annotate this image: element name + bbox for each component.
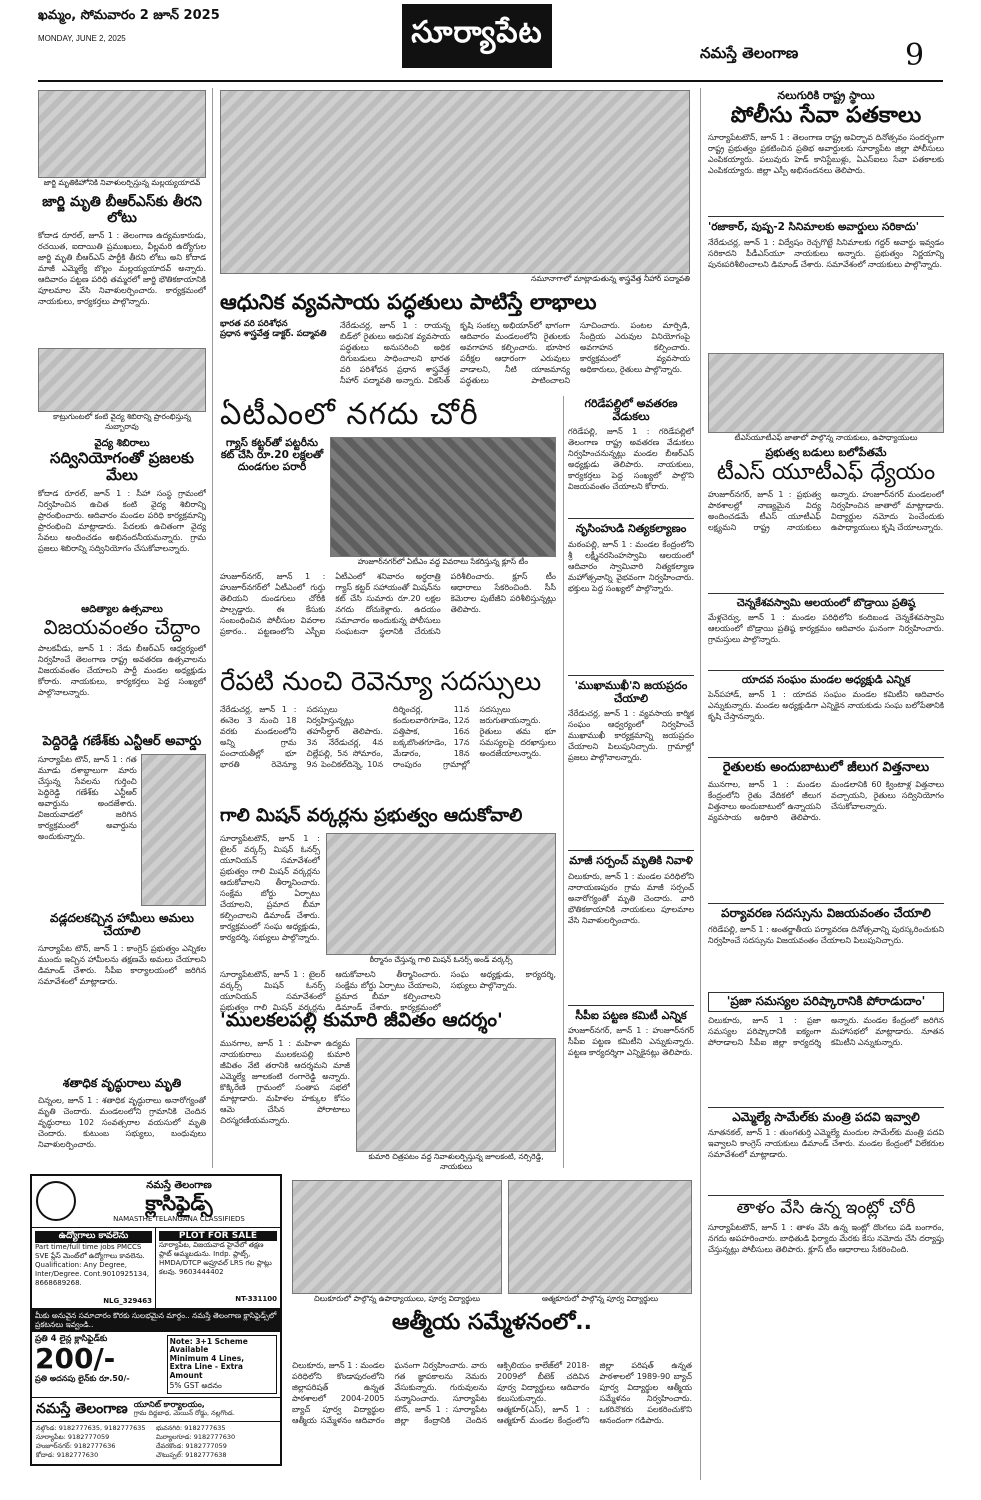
photo-caption: హుజూర్‌నగర్‌లో ఏటీఎం వద్ద వివరాలు సేకరిస్తున్న క్లూస్ టీం [357, 556, 529, 566]
ad-footer-address: గ్రామ దిద్దబాధ, మెయిన్ రోడ్డు, నల్లగొండ. [133, 1408, 235, 1417]
classifieds-ad [30, 1174, 282, 1466]
article-body: మునగాల, జూన్ 1 : మహిళా ఉద్యమ నాయకురాలు ములకలపల్లి కుమారి జీవితం నేటి తరానికి ఆదర్శమని మాజీ ఎమ్మెల్యే జూలకంటి రంగారెడ్డి అన్నారు. కొక్కిరేణి గ్రామంలో సంతాప సభలో మాట్లాడారు. మహిళల హక్కుల కోసం ఆమె చేసిన పోరాటాలు చిరస్మరణీయమన్నారు. [220, 1038, 350, 1125]
header-rule [38, 80, 943, 82]
article-body: గరిడేపల్లి, జూన్ 1 : అంతర్జాతీయ పర్యావరణ దినోత్సవాన్ని పురస్కరించుకుని నిర్వహించే సదస్సును విజయవంతం చేయాలని పిలుపునిచ్చారు. [708, 924, 944, 945]
ad-contact: కోదాడ: 9182777630 [36, 1450, 99, 1459]
article-body: సూర్యాపేట టౌన్, జూన్ 1 : కాంగ్రెస్ ప్రభుత్వం ఎన్నికల ముందు ఇచ్చిన హామీలను తక్షణమే అమలు చేయాలని డిమాండ్ చేశారు. సీపీఐ కార్యాలయంలో జరిగిన సమావేశంలో మాట్లాడారు. [38, 944, 206, 987]
photo-caption: ఆత్మకూరులో పాల్గొన్న పూర్వ విద్యార్థులు [541, 1294, 659, 1303]
article-body: నేరేడుచర్ల, జూన్ 1 : వ్యవసాయ కార్మిక సంఘం ఆధ్వర్యంలో నిర్వహించే ముఖాముఖీ కార్యక్రమాన్ని జయప్రదం చేయాలని పిలుపునిచ్చారు. గ్రామాల్లో ప్రజలు పాల్గొనాలన్నారు. [568, 709, 694, 763]
photo-caption: నమూనాగాలో మాట్లాడుతున్న శాస్త్రవేత్త నీహార్ పద్మావతి [530, 274, 690, 283]
ad-contact: చౌటుప్పల్: 9182777638 [156, 1450, 227, 1459]
article-body: గరిడేపల్లి, జూన్ 1 : గరిడేపల్లిలో తెలంగాణ రాష్ట్ర అవతరణ వేడుకలు నిర్వహించనున్నట్లు మండల బీఆర్ఎస్ అధ్యక్షుడు తెలిపారు. నాయకులు, కార్యకర్తలు పెద్ద సంఖ్యలో పాల్గొని విజయవంతం చేయాలని కోరారు. [568, 427, 694, 492]
kicker: ఆదిత్యాల ఉత్సవాలు [81, 604, 163, 616]
headline: జార్జి మృతి బీఆర్ఎస్‌కు తీరని లోటు [42, 194, 202, 227]
briefs-column [568, 398, 694, 1105]
article-body: కోదాడ రూరల్, జూన్ 1 : తెలంగాణ ఉద్యమకారుడు, రచయిత, ఐదాయితి ప్రముఖులు, వీల్లమరి ఉద్యోగుల జార్జి మృతి బీఆర్ఎస్ పార్టీకి తీరని లోటు అని కోదాడ మాజీ ఎమ్మెల్యే బొల్లం మల్లయ్యయాదవ్ అన్నారు. ఆదివారం పట్టణ పరిధి తమ్మరలో జార్జి భౌతికకాయానికి పూలమాల వేసి నివాళులర్పించారు. కార్యక్రమంలో నాయకులు, కార్యకర్తలు పాల్గొన్నారు. [38, 231, 206, 307]
headline: తాళం వేసి ఉన్న ఇంట్లో చోరీ [708, 1195, 944, 1219]
lead-story [220, 90, 690, 412]
ad-subtitle: NAMASTHE TELANGANA CLASSIFIEDS [113, 1214, 245, 1223]
ad-col-head: ఉద్యోగాలు కావలెను [35, 1231, 152, 1243]
ad-contact: సూర్యాపేట: 9182777059 [36, 1432, 110, 1441]
article-body: నేరేడుచర్ల, జూన్ 1 : ఈనెల 3 నుంచి 18 వరకు మండలంలోని అన్ని గ్రామ పంచాయతీల్లో భూ భారతి రెవెన్యూ సదస్సులు నిర్వహిస్తున్నట్లు తహసీల్దార్ తెలిపారు. 3న నేరేడుచర్ల, 4న చిల్లేపల్లి, 5న సోమారం, 9న పెంచికల్‌దిన్నె, 10న దిర్శించర్ల, 11న కందులవారిగూడెం, 12న పత్తిపాక, 16న బక్కబొంతగూడెం, 17న మేడారం, 18న రాంపురం గ్రామాల్లో సదస్సులు జరుగుతాయన్నారు. రైతులు తమ భూ సమస్యలపై దరఖాస్తులు అందజేయాలన్నారు. [220, 704, 556, 769]
column-divider [212, 88, 213, 1168]
ad-price: 200/- [35, 1342, 116, 1376]
article-body: హుజూర్‌నగర్, జూన్ 1 : ప్రభుత్వ పాఠశాలల్లో నాణ్యమైన విద్య అందించడమే టీఎస్ యూటీఎఫ్ లక్ష్యమని రాష్ట్ర నాయకులు అన్నారు. హుజూర్‌నగర్ మండలంలో నిర్వహించిన జాతాలో మాట్లాడారు. విద్యార్థుల నమోదు పెంచేందుకు ఉపాధ్యాయులు కృషి చేయాలన్నారు. [708, 489, 944, 532]
headline: 'ముఖాముఖీ'ని జయప్రదం చేయాలి [568, 675, 694, 705]
news-photo [326, 833, 556, 955]
headline: రైతులకు అందుబాటులో జీలుగ విత్తనాలు [708, 757, 944, 776]
page-number: 9 [905, 38, 925, 73]
article-body: మునగాల, జూన్ 1 : మండల కేంద్రంలోని రైతు వేదికలో జీలుగ విత్తనాలు అందుబాటులో ఉన్నాయని వ్యవసాయ అధికారి తెలిపారు. మండలానికి 60 క్వింటాళ్ల విత్తనాలు వచ్చాయని, రైతులు సద్వినియోగం చేసుకోవాలన్నారు. [708, 780, 944, 822]
kicker: వైద్య శిబిరాలు [94, 438, 150, 450]
byline: భారత వరి పరిశోధన [220, 319, 288, 330]
article-body: సూర్యాపేటటౌన్, జూన్ 1 : టైలర్ వర్కర్స్ మిషన్ ఓనర్స్ యూనియన్ సమావేశంలో ప్రభుత్వం గాలి మిషన్ వర్కర్లను ఆదుకోవాలని తీర్మానించారు. సంక్షేమ బోర్డు ఏర్పాటు చేయాలని, ప్రమాద బీమా కల్పించాలని డిమాండ్ చేశారు. కార్యక్రమంలో సంఘ అధ్యక్షుడు, కార్యదర్శి, సభ్యులు పాల్గొన్నారు. [220, 833, 320, 942]
ad-footer-brand: నమస్తే తెలంగాణ [36, 1401, 128, 1418]
headline: గాలి మిషన్ వర్కర్లను ప్రభుత్వం ఆదుకోవాలి [220, 805, 523, 826]
headline: శతాధిక వృద్ధురాలు మృతి [62, 1076, 182, 1091]
headline: రేపటి నుంచి రెవెన్యూ సదస్సులు [220, 667, 542, 697]
wind-story [220, 806, 556, 1027]
headline: చెన్నకేశవస్వామి ఆలయంలో బొడ్రాయి ప్రతిష్ఠ [708, 593, 944, 609]
ad-col-head: PLOT FOR SALE [159, 1231, 277, 1241]
atm-story [220, 398, 556, 683]
article-body: చిలుకూరు, జూన్ 1 : మండల పరిధిలోని కొండాపురంలోని జిల్లాపరిషత్ ఉన్నత పాఠశాలలో 2004-2005 బ్యాచ్ పూర్వ విద్యార్థుల ఆత్మీయ సమ్మేళనం ఆదివారం ఘనంగా నిర్వహించారు. వారు గత జ్ఞాపకాలను నెమరు వేసుకున్నారు. గురువులను సన్మానించారు. సూర్యాపేట టౌన్, జూన్ 1 : సూర్యాపేట జిల్లా కేంద్రానికి చెందిన ఆక్సిలియం కాలేజ్‌లో 2018-2009లో బీటెక్ చదివిన పూర్వ విద్యార్థులు ఆదివారం కలుసుకున్నారు. ఆత్మకూర్(ఎస్), జూన్ 1 : ఆత్మకూర్ మండల కేంద్రంలోని జిల్లా పరిషత్ ఉన్నత పాఠశాలలో 1989-90 బ్యాచ్ పూర్వ విద్యార్థుల ఆత్మీయ సమ్మేళనం నిర్వహించారు. ఒకరినొకరు పలకరించుకొని ఆనందంగా గడిపారు. [292, 1361, 692, 1425]
article-body: నేరేడుచర్ల, జూన్ 1 : రాయన్న బిడ్‌లో రైతులు ఆధునిక వ్యవసాయ పద్ధతులు అనుసరించి అధిక దిగుబడులు సాధించాలని భారత వరి పరిశోధన ప్రధాన శాస్త్రవేత్త నీహార్ పద్మావతి అన్నారు. వికసిత్ కృషి సంకల్ప అభియాన్‌లో భాగంగా ఆదివారం మండలంలోని రైతులకు అవగాహన కల్పించారు. భూసార పరీక్షల ఆధారంగా ఎరువులు వాడాలని, నీటి యాజమాన్య పద్ధతులు పాటించాలని సూచించారు. పంటల మార్పిడి, సేంద్రియ ఎరువుల వినియోగంపై అవగాహన కల్పించారు. కార్యక్రమంలో వ్యవసాయ అధికారులు, రైతులు పాల్గొన్నారు. [340, 321, 690, 386]
ad-price-line: ప్రతి 4 లైన్ల క్లాసిఫైడ్‌కు [35, 1333, 108, 1344]
article-body: సూర్యాపేటటౌన్, జూన్ 1 : తాళం వేసి ఉన్న ఇంట్లో దొంగలు పడి బంగారం, నగదు అపహరించారు. బాధితుడి ఫిర్యాదు మేరకు కేసు నమోదు చేసి దర్యాప్తు చేస్తున్నట్లు పోలీసులు తెలిపారు. క్లూస్ టీం ఆధారాలు సేకరించింది. [708, 1222, 944, 1254]
ad-col-body: సూర్యాపేట, విజయవాడ హైవేలో తక్షణ ప్లాట్ అమ్మబడును. Indp. ప్లాట్స్, HMDA/DTCP అప్రూవల్ LRS గల ప్లాట్లు కలవు. 9603444402 [159, 1240, 272, 1276]
headline: వడ్లదలకచ్చిన హామీలు అమలు చేయాలి [50, 910, 194, 939]
article-body: మేళ్లచెర్వు, జూన్ 1 : మండల పరిధిలోని కందిబండ చెన్నకేశవస్వామి ఆలయంలో బొడ్రాయి ప్రతిష్ఠ కార్యక్రమం ఆదివారం ఘనంగా నిర్వహించారు. గ్రామస్తులు పాల్గొన్నారు. [708, 613, 944, 644]
news-photo [330, 437, 556, 557]
headline: 'ప్రజా సమస్యల పరిష్కారానికి పోరాడుదాం' [708, 992, 944, 1012]
headline: ఎమ్మెల్యే సామేల్‌కు మంత్రి పదవి ఇవ్వాలి [708, 1107, 944, 1125]
article-body: చిలుకూరు, జూన్ 1 : మండల పరిధిలోని నారాయణపురం గ్రామ మాజీ సర్పంచ్ అనారోగ్యంతో మృతి చెందారు. వారి భౌతికకాయానికి నాయకులు పూలమాల వేసి నివాళులర్పించారు. [568, 871, 694, 925]
ad-note: Note: 3+1 Scheme Available [169, 1336, 248, 1355]
ad-title: క్లాసిఫైడ్స్ [145, 1190, 213, 1215]
ad-contact: భువనగిరి: 9182777635 [156, 1423, 226, 1432]
kicker: నలుగురికి రాష్ట్ర స్థాయి [777, 89, 875, 102]
ad-col-body: Part time/full time jobs PMCCS SVE ప్లేస్ మెంట్‌లో ఉద్యోగాలు కావలెను. Qualification: Any Degree, Inter/Degree. Cont.9010925134, 8668689268. [35, 1242, 150, 1287]
column-divider [563, 396, 564, 1168]
kumari-story [220, 1010, 556, 1172]
article-body: నూతనకల్, జూన్ 1 : తుంగతుర్తి ఎమ్మెల్యే మందుల సామేల్‌కు మంత్రి పదవి ఇవ్వాలని కాంగ్రెస్ నాయకులు డిమాండ్ చేశారు. మండల కేంద్రంలో విలేకరుల సమావేశంలో మాట్లాడారు. [708, 1128, 944, 1160]
article-body: సూర్యాపేటటౌన్, జూన్ 1 : టైలర్ వర్కర్స్ మిషన్ ఓనర్స్ యూనియన్ సమావేశంలో ప్రభుత్వం గాలి మిషన్ వర్కర్లను ఆదుకోవాలని తీర్మానించారు. సంక్షేమ బోర్డు ఏర్పాటు చేయాలని, ప్రమాద బీమా కల్పించాలని డిమాండ్ చేశారు. కార్యక్రమంలో సంఘ అధ్యక్షుడు, కార్యదర్శి, సభ్యులు పాల్గొన్నారు. [220, 969, 556, 1012]
ad-contact: మిర్యాలగూడ: 9182777630 [156, 1432, 236, 1441]
headline: సీపీఐ పట్టణ కమిటీ ఎన్నిక [568, 1005, 694, 1023]
photo-caption: టీఎస్‌యూటీఎఫ్ జాతాలో పాల్గొన్న నాయకులు, ఉపాధ్యాయులు [734, 433, 918, 442]
news-photo [141, 754, 206, 906]
paper-name: నమస్తే తెలంగాణ [700, 44, 799, 62]
bottom-story [292, 1180, 692, 1335]
ad-note: Minimum 4 Lines, [169, 1353, 245, 1363]
column-divider [700, 88, 701, 1480]
headline: ఏటీఎంలో నగదు చోరీ [220, 397, 479, 432]
ad-ref: NLG_329463 [103, 1296, 152, 1305]
headline: విజయవంతం చేద్దాం [43, 614, 201, 639]
headline: మాజీ సర్పంచ్ మృతికి నివాళి [568, 850, 694, 868]
headline: పెద్దిరెడ్డి గణేశ్‌కు ఎన్టీఆర్ అవార్డు [42, 733, 202, 749]
photo-caption: కుమారి చిత్రపటం వద్ద నివాళులర్పిస్తున్న జూలకంటి, నర్సిరెడ్డి, నాయకులు [368, 1151, 544, 1171]
article-body: పెన్‌పహాడ్, జూన్ 1 : యాదవ సంఘం మండల కమిటీని ఆదివారం ఎన్నుకున్నారు. మండల అధ్యక్షుడిగా ఎన్నికైన నాయకుడు సంఘ బలోపేతానికి కృషి చేస్తానన్నారు. [708, 690, 944, 722]
article-body: కోదాడ రూరల్, జూన్ 1 : సీహా సంస్థ గ్రామంలో నిర్వహించిన ఉచిత కంటి వైద్య శిబిరాన్ని ప్రారంభించారు. ఆదివారం మండల పరిధి కార్యక్రమాన్ని ప్రారంభించి మాట్లాడారు. పేదలకు ఉచితంగా వైద్య సేవలు అందించడం అభినందనీయమన్నారు. గ్రామ ప్రజలు శిబిరాన్ని సద్వినియోగం చేసుకోవాలన్నారు. [38, 489, 206, 554]
news-photo [38, 348, 206, 412]
news-photo [708, 353, 944, 433]
deck: గ్యాస్ కట్టర్‌తో పట్టరీను కట్ చేసి రూ.20 లక్షలతో దుండగుల పరారీ [220, 436, 324, 473]
ad-notice: మీకు అనువైన సమాచారం కొరకు సులభమైన మార్గం.. నమస్తే తెలంగాణ క్లాసిఫైడ్స్‌లో ప్రకటనలు ఇవ్వండి.. [32, 1308, 280, 1332]
article-body: మఠంపల్లి, జూన్ 1 : మండల కేంద్రంలోని శ్రీ లక్ష్మీనరసింహస్వామి ఆలయంలో ఆదివారం స్వామివారి నిత్యకల్యాణ మహోత్సవాన్ని వైభవంగా నిర్వహించారు. భక్తులు పెద్ద సంఖ్యలో పాల్గొన్నారు. [568, 539, 694, 593]
article-body: సూర్యాపేటటౌన్, జూన్ 1 : తెలంగాణ రాష్ట్ర అవిర్భావ దినోత్సవం సందర్భంగా రాష్ట్ర ప్రభుత్వం ప్రకటించిన ప్రతిభ అవార్డులకు సూర్యాపేట జిల్లా పోలీసులు ఎంపికయ్యారు. పలువురు హెడ్ కానిస్టేబుళ్లు, ఏఎస్ఐలు సేవా పతకాలకు ఎంపికయ్యారు. జిల్లా ఎస్పీ అభినందనలు తెలిపారు. [708, 132, 944, 175]
headline: 'ములకలపల్లి కుమారి జీవితం ఆదర్శం' [220, 1009, 503, 1031]
article-body: నేరేడుచర్ల, జూన్ 1 : విద్వేషం రెచ్చగొట్టే సినిమాలకు గద్దర్ అవార్డు ఇవ్వడం సరికాదని పీడీఎస్‌యూ నాయకులు అన్నారు. ప్రభుత్వం నిర్ణయాన్ని పునఃపరిశీలించాలని డిమాండ్ చేశారు. సమావేశంలో నాయకులు పాల్గొన్నారు. [708, 238, 944, 269]
left-column [38, 90, 206, 1175]
header-dateline: ఖమ్మం, సోమవారం 2 జూన్ 2025 [38, 8, 220, 23]
revenue-story [220, 668, 556, 814]
news-photo [508, 1180, 692, 1294]
header-date-en: MONDAY, JUNE 2, 2025 [38, 34, 126, 43]
ad-contact: నల్గొండ: 9182777635, 9182777635 [36, 1423, 146, 1432]
section-masthead: సూర్యాపేట [402, 4, 552, 68]
photo-caption: జార్జి మృతికిహోనికి నివాళులర్పిస్తున్న మల్లయ్యయాదవ్ [43, 178, 201, 187]
article-body: సూర్యాపేట టౌన్, జూన్ 1 : గత మూడు దశాబ్దాలుగా మారు చేస్తున్న సేవలను గుర్తించి పెద్దిరెడ్డి గణేశ్‌కు ఎన్టీఆర్ అవార్డును అందజేశారు. విజయవాడలో జరిగిన కార్యక్రమంలో అవార్డును అందుకున్నారు. [38, 754, 137, 841]
headline: పర్యావరణ సదస్సును విజయవంతం చేయాలి [708, 903, 944, 921]
article-body: పాలకవీడు, జూన్ 1 : నేడు బీఆర్ఎస్ ఆధ్వర్యంలో నిర్వహించే తెలంగాణ రాష్ట్ర అవతరణ ఉత్సవాలను విజయవంతం చేయాలని పార్టీ మండల అధ్యక్షుడు కోరారు. నాయకులు, కార్యకర్తలు పెద్ద సంఖ్యలో పాల్గొనాలన్నారు. [38, 643, 206, 697]
photo-caption: కాట్రుగుంటలో కంటి వైద్య శిబిరాన్ని ప్రారంభిస్తున్న నుబ్బారావు [53, 412, 191, 432]
headline: గరిడేపల్లిలో అవతరణ వేడుకలు [584, 397, 678, 423]
ad-footer-office: యూనిట్ కార్యాలయం, [133, 1399, 205, 1409]
ad-contacts [32, 1421, 280, 1462]
byline: ప్రధాన శాస్త్రవేత్త డాక్టర్. పద్మావతి [220, 328, 327, 339]
article-body: హుజూర్‌నగర్, జూన్ 1 : హుజూర్‌నగర్ సీపీఐ పట్టణ కమిటీని ఎన్నుకున్నారు. పట్టణ కార్యదర్శిగా ఎన్నికైనట్లు తెలిపారు. [568, 1026, 694, 1058]
headline: యాదవ సంఘం మండల అధ్యక్షుడి ఎన్నిక [708, 670, 944, 686]
photo-caption: చిలుకూరులో పాల్గొన్న ఉపాధ్యాయులు, పూర్వ విద్యార్థులు [313, 1294, 481, 1303]
news-photo [220, 90, 690, 274]
article-body: చిలుకూరు, జూన్ 1 : ప్రజా సమస్యల పరిష్కారానికి ఐక్యంగా పోరాడాలని సీపీఐ జిల్లా కార్యదర్శి అన్నారు. మండల కేంద్రంలో జరిగిన మహాసభలో మాట్లాడారు. నూతన కమిటీని ఎన్నుకున్నారు. [708, 1015, 944, 1047]
ad-extra: ప్రతి అదనపు లైన్‌కు రూ.50/- [35, 1374, 130, 1384]
ad-ref: NT-331100 [235, 1294, 277, 1303]
ad-note: 5% GST అదనం [169, 1380, 222, 1390]
news-photo [38, 90, 206, 178]
right-column [708, 90, 944, 1302]
headline: పోలీసు సేవా పతకాలు [730, 102, 922, 128]
kicker: ప్రభుత్వ బడులు బలోపేతమే [765, 446, 887, 459]
ad-contact: హుజూర్‌నగర్: 9182777636 [36, 1441, 116, 1450]
news-photo [292, 1180, 502, 1294]
headline: టీఎస్ యూటీఎఫ్ ధ్యేయం [716, 459, 936, 485]
headline: 'రజాకార్, పుష్ప-2 సినిమాలకు అవార్డులు సరికాదు' [708, 216, 944, 233]
headline: సద్వినియోగంతో ప్రజలకు మేలు [49, 448, 195, 484]
ad-contact: దేవరకొండ: 9182777059 [156, 1441, 227, 1450]
ad-note: Extra Line - Extra Amount [169, 1362, 243, 1380]
article-body: చిన్నంల, జూన్ 1 : శతాధిక వృద్ధురాలు అనారోగ్యంతో మృతి చెందారు. మండలంలోని గ్రామానికి చెందిన వృద్ధురాలు 102 సంవత్సరాల వయసులో మృతి చెందారు. కుటుంబ సభ్యులు, బంధువులు నివాళులర్పించారు. [38, 1096, 206, 1150]
ad-brand: నమస్తే తెలంగాణ [146, 1180, 212, 1191]
headline: ఆధునిక వ్యవసాయ పద్ధతులు పాటిస్తే లాభాలు [220, 290, 597, 314]
photo-caption: ఠీర్మానం చేస్తున్న గాలి మిషన్ ఓనర్స్ అండ్ వర్కర్స్ [369, 954, 513, 964]
ad-logo-icon [36, 1181, 76, 1221]
article-body: హుజూర్‌నగర్, జూన్ 1 : హుజూర్‌నగర్‌లో ఏటీఎంలో గుర్తు తెలియని దుండగులు చోరీకి పాల్పడ్డారు. ఈ కేసుకు సంబంధించిన పోలీసుల వివరాల ప్రకారం.. పట్టణంలోని ఎస్బీఐ ఏటీఎంలో శనివారం అర్ధరాత్రి గ్యాస్ కట్టర్ సహాయంతో మిషన్‌ను కట్ చేసి సుమారు రూ.20 లక్షల నగదు దోచుకెళ్లారు. ఉదయం సమాచారం అందుకున్న పోలీసులు సంఘటనా స్థలానికి చేరుకుని పరిశీలించారు. క్లూస్ టీం ఆధారాలు సేకరించింది. సీసీ కెమెరాల పుటేజీని పరిశీలిస్తున్నట్లు తెలిపారు. [220, 571, 556, 636]
headline: నృసింహుడి నిత్యకల్యాణం [568, 518, 694, 536]
news-photo [356, 1038, 556, 1152]
headline: ఆత్మీయ సమ్మేళనంలో.. [391, 1310, 592, 1335]
